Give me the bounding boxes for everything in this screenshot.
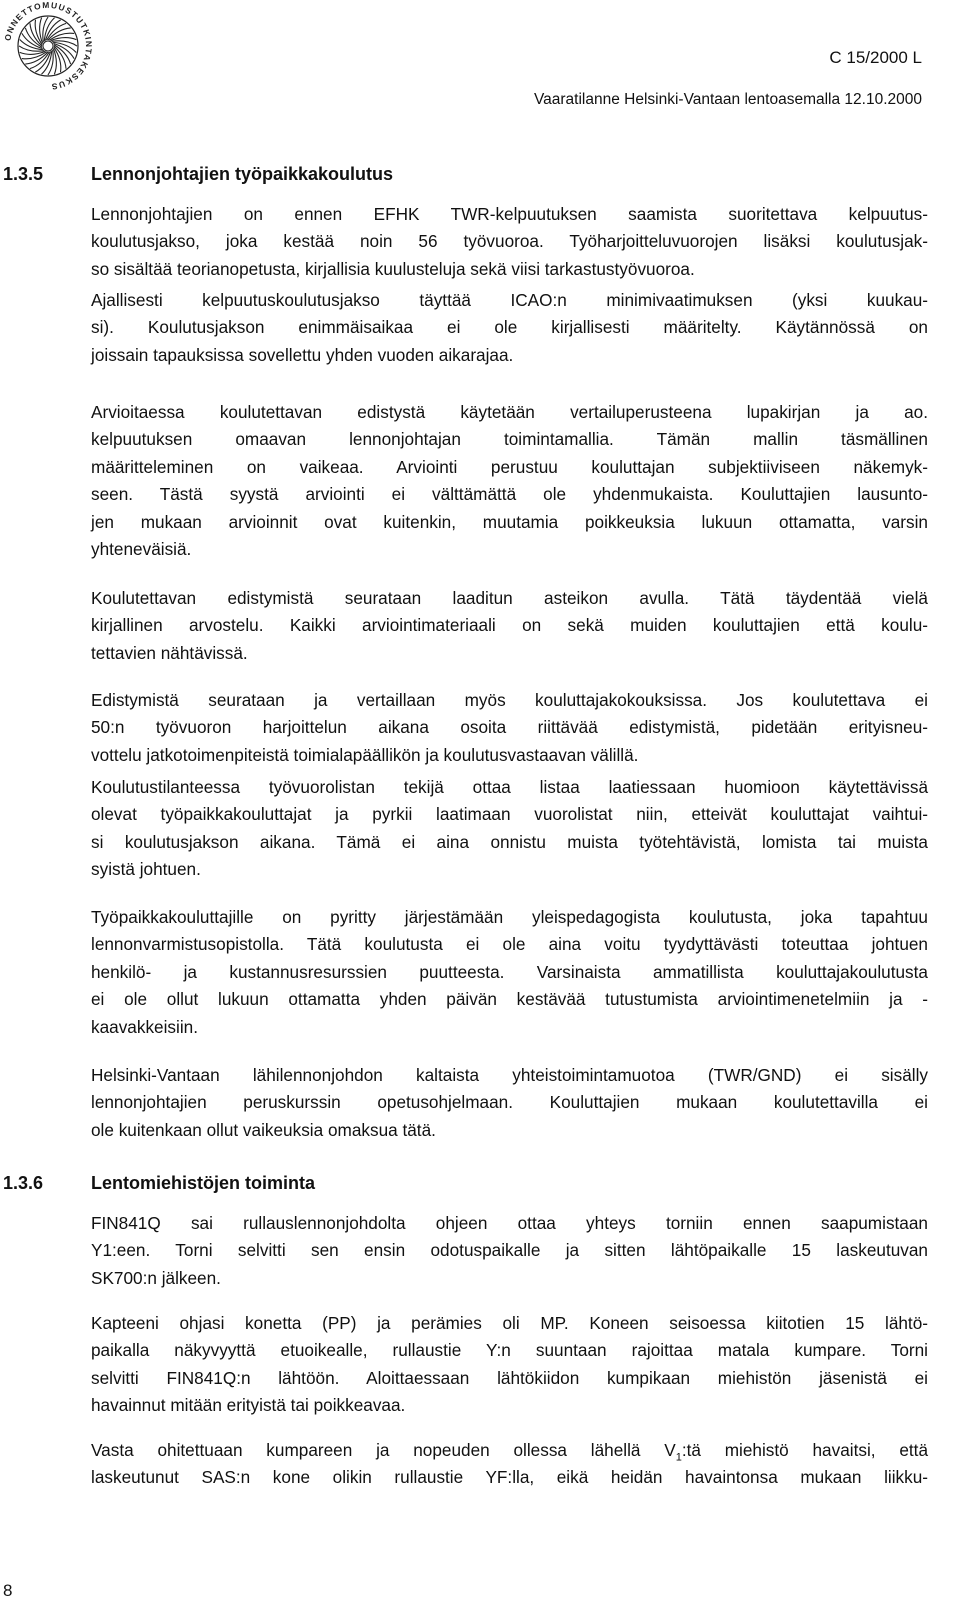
- seal-ray: [53, 49, 56, 75]
- text-line: 50:n työvuoron harjoittelun aikana osoita riittävää edistymistä, pidetään erityisneu-: [91, 717, 928, 738]
- seal-ray: [35, 20, 42, 45]
- text-line: paikalla näkyvyyttä etuoikealle, rullaustie Y:n suuntaan rajoittaa matala kumpare. Torni: [91, 1340, 928, 1361]
- seal-ray: [54, 47, 61, 72]
- text-line: Työpaikkakouluttajille on pyritty järjestämään yleispedagogista koulutusta, joka tapahtuu: [91, 907, 928, 927]
- text-line: havainnut mitään erityistä tai poikkeavaa.: [91, 1395, 406, 1416]
- text-line: kaavakkeisiin.: [91, 1016, 198, 1037]
- paragraph: [91, 287, 928, 369]
- text-line: laskeutunut SAS:n kone olikin rullaustie YF:lla, eikä heidän havaintonsa mukaan liikku-: [91, 1467, 928, 1488]
- text-line: si koulutusjakson aikana. Tämä ei aina onnistu muista työtehtävistä, lomista tai muista: [91, 831, 928, 852]
- text-line: Edistymistä seurataan ja vertaillaan myös kouluttajakokouksissa. Jos koulutettava ei: [91, 690, 928, 710]
- text-line: si). Koulutusjakson enimmäisaikaa ei ole kirjallisesti määritelty. Käytännössä on: [91, 317, 928, 338]
- text-line: Kapteeni ohjasi konetta (PP) ja perämies oli MP. Koneen seisoessa kiitotien 15 lähtö-: [91, 1313, 928, 1333]
- text-line: yhteneväisiä.: [91, 539, 192, 560]
- seal-ray: [40, 18, 43, 44]
- text-line: kelpuutuksen omaavan lennonjohtajan toimintamallia. Tämän mallin täsmällinen: [91, 429, 928, 450]
- paragraph: [91, 774, 928, 884]
- section-heading: Lentomiehistöjen toiminta: [91, 1173, 316, 1193]
- text-line: joissain tapauksissa sovellettu yhden vuoden aikarajaa.: [91, 344, 514, 365]
- text-segment: Vasta ohitettuaan kumpareen ja nopeuden ollessa lähellä V: [91, 1440, 676, 1460]
- text-line: syistä johtuen.: [91, 859, 201, 880]
- text-line: tettavien nähtävissä.: [91, 642, 248, 663]
- seal-ray: [22, 52, 47, 59]
- text-line: henkilö- ja kustannusresurssien puutteesta. Varsinaista ammatillista kouluttajakoulutusta: [91, 961, 928, 982]
- text-line: [91, 1437, 928, 1464]
- paragraph: [91, 687, 928, 769]
- text-line: Koulutustilanteessa työvuorolistan tekijä ottaa listaa laatiessaan huomioon käytettävissä: [91, 777, 928, 797]
- text-line: ei ole ollut lukuun ottamatta yhden päivän kestävää tutustumista arviointimenetelmiin ja -: [91, 989, 928, 1010]
- text-line: olevat työpaikkakouluttajat ja pyrkii laatimaan vuorolistat niin, etteivät kouluttajat vaihtui-: [91, 804, 928, 825]
- text-line: lennonvarmistusopistolla. Tätä koulutusta ei ole aina voitu tyydyttävästi toteuttaa johtuen: [91, 934, 928, 955]
- text-line: SK700:n jälkeen.: [91, 1267, 221, 1288]
- text-line: ole kuitenkaan ollut vaikeuksia omaksua tätä.: [91, 1119, 436, 1140]
- text-line: kirjallinen arvostelu. Kaikki arviointimateriaali on sekä muiden kouluttajien että koulu-: [91, 615, 928, 636]
- seal-ray: [20, 51, 46, 54]
- paragraph: [91, 1210, 928, 1292]
- text-line: Lennonjohtajien on ennen EFHK TWR-kelpuutuksen saamista suoritettava kelpuutus-: [91, 204, 928, 224]
- text-line: Helsinki-Vantaan lähilennonjohdon kaltaista yhteistoimintamuotoa (TWR/GND) ei sisälly: [91, 1065, 928, 1085]
- text-line: Koulutettavan edistymistä seurataan laaditun asteikon avulla. Tätä täydentää vielä: [91, 588, 928, 608]
- paragraph: [91, 904, 928, 1041]
- text-line: koulutusjakso, joka kestää noin 56 työvuoroa. Työharjoitteluvuorojen lisäksi koulutusjak-: [91, 231, 928, 252]
- text-line: seen. Tästä syystä arviointi ei välttämättä ole yhdenmukaista. Kouluttajien lausunto-: [91, 484, 928, 505]
- text-line: Y1:een. Torni selvitti sen ensin odotuspaikalle ja sitten lähtöpaikalle 15 laskeutuvan: [91, 1240, 928, 1261]
- page-number: 8: [3, 1581, 13, 1600]
- section-heading: Lennonjohtajien työpaikkakoulutus: [91, 164, 394, 184]
- text-line: määritteleminen on vaikeaa. Arviointi perustuu kouluttajan subjektiiviseen näkemyk-: [91, 456, 928, 477]
- text-line: lennonjohtajien peruskurssin opetusohjelmaan. Kouluttajien mukaan koulutettavilla ei: [91, 1092, 928, 1113]
- text-segment: :tä miehistö havaitsi, että: [681, 1440, 929, 1460]
- paragraph: [91, 585, 928, 667]
- ornate-circular-seal-icon: [18, 16, 78, 76]
- subscript: 1: [675, 1451, 682, 1464]
- text-line: Ajallisesti kelpuutuskoulutusjakso täyttää ICAO:n minimivaatimuksen (yksi kuukau-: [91, 290, 928, 310]
- text-line: so sisältää teorianopetusta, kirjallisia kuulusteluja sekä viisi tarkastustyövuoroa.: [91, 258, 695, 279]
- text-line: FIN841Q sai rullauslennonjohdolta ohjeen ottaa yhteys torniin ennen saapumistaan: [91, 1213, 928, 1233]
- section-number: 1.3.6: [3, 1173, 44, 1193]
- report-code: C 15/2000 L: [829, 48, 922, 67]
- onnettomuustutkintakeskus-logo: [2, 0, 94, 92]
- section-number: 1.3.5: [3, 164, 44, 184]
- text-line: Arvioitaessa koulutettavan edistystä käytetään vertailuperusteena lupakirjan ja ao.: [91, 402, 928, 422]
- report-title: Vaaratilanne Helsinki-Vantaan lentoasemalla 12.10.2000: [533, 91, 922, 108]
- logo-ring-text: ONNETTOMUUSTUTKINTAKESKUS: [2, 0, 94, 92]
- paragraph: [91, 399, 928, 563]
- paragraph: [91, 1437, 928, 1492]
- text-line: selvitti FIN841Q:n lähtöön. Aloittaessaan lähtökiidon kumpikaan miehistön jäsenistä ei: [91, 1367, 928, 1388]
- text-line: vottelu jatkotoimenpiteistä toimialapäällikön ja koulutusvastaavan välillä.: [91, 744, 639, 765]
- seal-ray: [51, 38, 77, 41]
- paragraph: [91, 201, 928, 283]
- text-line: jen mukaan arvioinnit ovat kuitenkin, muutamia poikkeuksia lukuun ottamatta, varsin: [91, 511, 928, 532]
- seal-ray: [49, 33, 74, 40]
- paragraph: [91, 1062, 928, 1144]
- paragraph: [91, 1310, 928, 1420]
